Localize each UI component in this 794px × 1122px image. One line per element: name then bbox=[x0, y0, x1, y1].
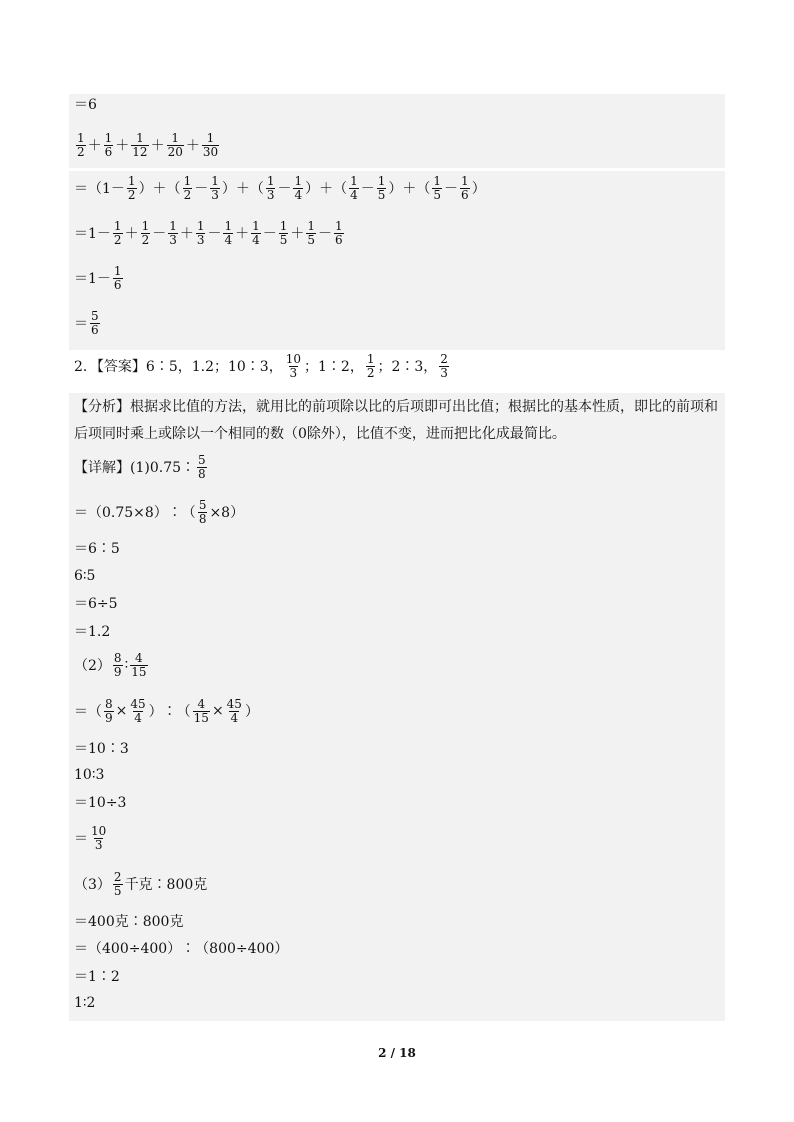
fraction bbox=[76, 132, 86, 159]
text-line bbox=[74, 218, 346, 248]
text-segment: ＝400克∶800克 bbox=[74, 914, 184, 930]
text-line bbox=[74, 89, 97, 119]
text-segment: ；1∶2， bbox=[304, 359, 364, 375]
fraction bbox=[193, 698, 210, 725]
text-line bbox=[74, 616, 110, 646]
text-segment: ＝（1－ bbox=[74, 181, 125, 197]
text-line bbox=[74, 696, 259, 726]
denominator: 3 bbox=[211, 187, 219, 202]
numerator: 5 bbox=[198, 452, 206, 467]
text-segment: － bbox=[207, 226, 222, 242]
text-segment: ＝ bbox=[74, 831, 88, 847]
denominator: 8 bbox=[198, 466, 206, 481]
numerator: 1 bbox=[113, 263, 122, 278]
denominator: 3 bbox=[440, 365, 448, 380]
denominator: 4 bbox=[230, 710, 239, 725]
numerator: 1 bbox=[279, 218, 288, 233]
fraction bbox=[279, 220, 289, 247]
numerator: 1 bbox=[366, 351, 375, 366]
text-line bbox=[74, 533, 120, 563]
numerator: 10 bbox=[285, 351, 301, 366]
numerator: 1 bbox=[104, 130, 113, 145]
fraction bbox=[196, 220, 206, 247]
text-line bbox=[74, 561, 95, 591]
fraction bbox=[131, 132, 148, 159]
fraction bbox=[183, 175, 193, 202]
fraction bbox=[349, 175, 359, 202]
fraction bbox=[293, 175, 303, 202]
text-segment: ∶ bbox=[124, 657, 129, 673]
text-segment: 1∶2 bbox=[74, 995, 96, 1011]
text-line bbox=[74, 961, 120, 991]
text-line bbox=[74, 130, 221, 160]
fraction bbox=[202, 132, 219, 159]
text-segment: － bbox=[360, 181, 375, 197]
fraction bbox=[266, 175, 276, 202]
text-segment: ）∶（ bbox=[148, 704, 191, 720]
denominator: 9 bbox=[113, 664, 122, 679]
text-segment: ＋ bbox=[87, 138, 102, 154]
numerator: 1 bbox=[252, 218, 260, 233]
text-line bbox=[74, 650, 150, 680]
denominator: 8 bbox=[198, 511, 207, 526]
denominator: 6 bbox=[335, 232, 343, 247]
denominator: 4 bbox=[224, 232, 233, 247]
text-line bbox=[74, 933, 288, 963]
denominator: 4 bbox=[134, 710, 142, 725]
fraction bbox=[130, 652, 147, 679]
text-line bbox=[74, 823, 109, 853]
denominator: 6 bbox=[104, 144, 113, 159]
numerator: 1 bbox=[433, 173, 442, 188]
denominator: 5 bbox=[433, 187, 442, 202]
denominator: 2 bbox=[183, 187, 192, 202]
denominator: 3 bbox=[266, 187, 275, 202]
fraction bbox=[439, 353, 449, 380]
text-segment: － bbox=[152, 226, 167, 242]
denominator: 3 bbox=[169, 232, 177, 247]
fraction bbox=[251, 220, 261, 247]
numerator: 1 bbox=[206, 130, 215, 145]
page-number: 2 / 18 bbox=[378, 1046, 416, 1060]
text-segment: ）＋（ bbox=[221, 181, 264, 197]
text-line bbox=[74, 263, 125, 293]
fraction bbox=[210, 175, 220, 202]
numerator: 5 bbox=[91, 308, 99, 323]
text-segment: × bbox=[211, 703, 224, 719]
denominator: 15 bbox=[193, 710, 209, 725]
fraction bbox=[113, 220, 123, 247]
denominator: 2 bbox=[141, 232, 150, 247]
text-line bbox=[74, 760, 104, 790]
denominator: 2 bbox=[77, 144, 85, 159]
numerator: 2 bbox=[440, 351, 448, 366]
denominator: 5 bbox=[279, 232, 288, 247]
denominator: 5 bbox=[377, 187, 386, 202]
denominator: 4 bbox=[350, 187, 358, 202]
fraction bbox=[223, 220, 233, 247]
text-line bbox=[74, 869, 207, 899]
denominator: 5 bbox=[307, 232, 316, 247]
numerator: 8 bbox=[113, 650, 122, 665]
text-segment: ＝10÷3 bbox=[74, 795, 127, 811]
text-segment: ） bbox=[471, 181, 486, 197]
numerator: 1 bbox=[266, 173, 275, 188]
denominator: 3 bbox=[94, 837, 103, 852]
numerator: 8 bbox=[105, 696, 113, 711]
numerator: 1 bbox=[211, 173, 219, 188]
numerator: 1 bbox=[461, 173, 469, 188]
text-line bbox=[74, 733, 129, 763]
denominator: 9 bbox=[105, 710, 113, 725]
fraction bbox=[198, 499, 208, 526]
text-segment: ＝1∶2 bbox=[74, 969, 120, 985]
text-segment: － bbox=[194, 181, 209, 197]
numerator: 1 bbox=[183, 173, 192, 188]
fraction bbox=[141, 220, 151, 247]
fraction bbox=[366, 353, 376, 380]
text-segment: ＋ bbox=[115, 138, 130, 154]
text-segment: 【分析】根据求比值的方法，就用比的前项除以比的后项即可出比值；根据比的基本性质，即比的前项和 bbox=[74, 399, 718, 415]
fraction bbox=[127, 175, 137, 202]
numerator: 4 bbox=[135, 650, 143, 665]
fraction bbox=[104, 698, 114, 725]
denominator: 6 bbox=[113, 277, 122, 292]
text-line bbox=[74, 173, 486, 203]
fraction bbox=[334, 220, 344, 247]
fraction bbox=[197, 454, 207, 481]
text-line bbox=[74, 497, 244, 527]
numerator: 5 bbox=[198, 497, 207, 512]
text-segment: ＝（0.75×8）∶（ bbox=[74, 505, 196, 521]
text-line bbox=[74, 452, 209, 482]
text-segment: ＝10∶3 bbox=[74, 741, 129, 757]
fraction bbox=[113, 871, 123, 898]
text-segment: ）＋（ bbox=[388, 181, 431, 197]
text-line bbox=[74, 418, 566, 448]
text-line bbox=[74, 988, 95, 1018]
text-segment: － bbox=[262, 226, 277, 242]
text-segment: ＝（ bbox=[74, 704, 102, 720]
text-segment: 10∶3 bbox=[74, 767, 105, 783]
fraction bbox=[226, 698, 243, 725]
fraction bbox=[306, 220, 316, 247]
numerator: 1 bbox=[171, 130, 180, 145]
text-segment: × bbox=[115, 703, 128, 719]
denominator: 2 bbox=[113, 232, 122, 247]
fraction bbox=[460, 175, 470, 202]
numerator: 1 bbox=[77, 130, 85, 145]
text-segment: － bbox=[277, 181, 292, 197]
text-segment: 【详解】(1)0.75∶ bbox=[74, 460, 196, 476]
numerator: 45 bbox=[226, 696, 242, 711]
fraction bbox=[168, 220, 178, 247]
numerator: 1 bbox=[224, 218, 233, 233]
text-segment: ＋ bbox=[179, 226, 194, 242]
text-segment: ）＋（ bbox=[305, 181, 348, 197]
fraction bbox=[113, 652, 123, 679]
text-line bbox=[74, 588, 118, 618]
denominator: 30 bbox=[202, 144, 219, 159]
numerator: 1 bbox=[335, 218, 343, 233]
numerator: 1 bbox=[141, 218, 150, 233]
text-segment: ＋ bbox=[185, 138, 200, 154]
fraction bbox=[432, 175, 442, 202]
text-segment: ×8） bbox=[209, 505, 245, 521]
fraction bbox=[104, 132, 114, 159]
numerator: 1 bbox=[169, 218, 177, 233]
text-segment: ＝（400÷400）∶（800÷400） bbox=[74, 941, 289, 957]
fraction bbox=[285, 353, 302, 380]
text-segment: 千克∶800克 bbox=[124, 877, 208, 893]
denominator: 20 bbox=[167, 144, 183, 159]
denominator: 2 bbox=[127, 187, 136, 202]
text-segment: ＋ bbox=[124, 226, 139, 242]
text-line bbox=[74, 351, 451, 381]
text-segment: － bbox=[318, 226, 333, 242]
denominator: 15 bbox=[131, 664, 147, 679]
text-segment: ＝1－ bbox=[74, 271, 111, 287]
text-segment: － bbox=[444, 181, 459, 197]
numerator: 1 bbox=[113, 218, 122, 233]
text-segment: ＝6∶5 bbox=[74, 541, 120, 557]
numerator: 4 bbox=[197, 696, 206, 711]
text-line bbox=[74, 906, 183, 936]
denominator: 6 bbox=[91, 322, 99, 337]
numerator: 45 bbox=[130, 696, 146, 711]
text-segment: ＋ bbox=[150, 138, 165, 154]
text-segment: 2．【答案】6∶5，1.2；10∶3， bbox=[74, 359, 283, 375]
text-segment: ＝1.2 bbox=[74, 624, 111, 640]
text-segment: ＝ bbox=[74, 316, 88, 332]
numerator: 1 bbox=[350, 173, 358, 188]
text-line bbox=[74, 391, 718, 421]
denominator: 6 bbox=[461, 187, 469, 202]
text-segment: ＋ bbox=[290, 226, 305, 242]
text-segment: （3） bbox=[74, 877, 111, 893]
denominator: 3 bbox=[289, 365, 298, 380]
fraction bbox=[167, 132, 184, 159]
fraction bbox=[90, 310, 100, 337]
denominator: 3 bbox=[196, 232, 205, 247]
denominator: 12 bbox=[132, 144, 148, 159]
denominator: 4 bbox=[252, 232, 260, 247]
denominator: 5 bbox=[113, 883, 122, 898]
text-segment: 后项同时乘上或除以一个相同的数（0除外），比值不变，进而把比化成最简比。 bbox=[74, 426, 566, 442]
numerator: 1 bbox=[294, 173, 303, 188]
text-segment: ）＋（ bbox=[138, 181, 181, 197]
text-segment: ；2∶3， bbox=[377, 359, 438, 375]
text-segment: ＝1－ bbox=[74, 226, 111, 242]
text-segment: 6∶5 bbox=[74, 568, 96, 584]
text-line bbox=[74, 787, 126, 817]
text-segment: （2） bbox=[74, 658, 111, 674]
numerator: 1 bbox=[127, 173, 136, 188]
denominator: 2 bbox=[366, 365, 375, 380]
fraction bbox=[90, 825, 107, 852]
numerator: 2 bbox=[113, 869, 122, 884]
fraction bbox=[113, 265, 123, 292]
numerator: 1 bbox=[196, 218, 205, 233]
numerator: 1 bbox=[136, 130, 144, 145]
fraction bbox=[377, 175, 387, 202]
text-segment: ＋ bbox=[235, 226, 250, 242]
text-segment: ） bbox=[244, 704, 259, 720]
numerator: 1 bbox=[377, 173, 386, 188]
text-line bbox=[74, 308, 102, 338]
text-segment: ＝6÷5 bbox=[74, 596, 118, 612]
fraction bbox=[129, 698, 146, 725]
numerator: 10 bbox=[91, 823, 107, 838]
numerator: 1 bbox=[307, 218, 316, 233]
text-segment: ＝6 bbox=[74, 97, 97, 113]
denominator: 4 bbox=[294, 187, 303, 202]
